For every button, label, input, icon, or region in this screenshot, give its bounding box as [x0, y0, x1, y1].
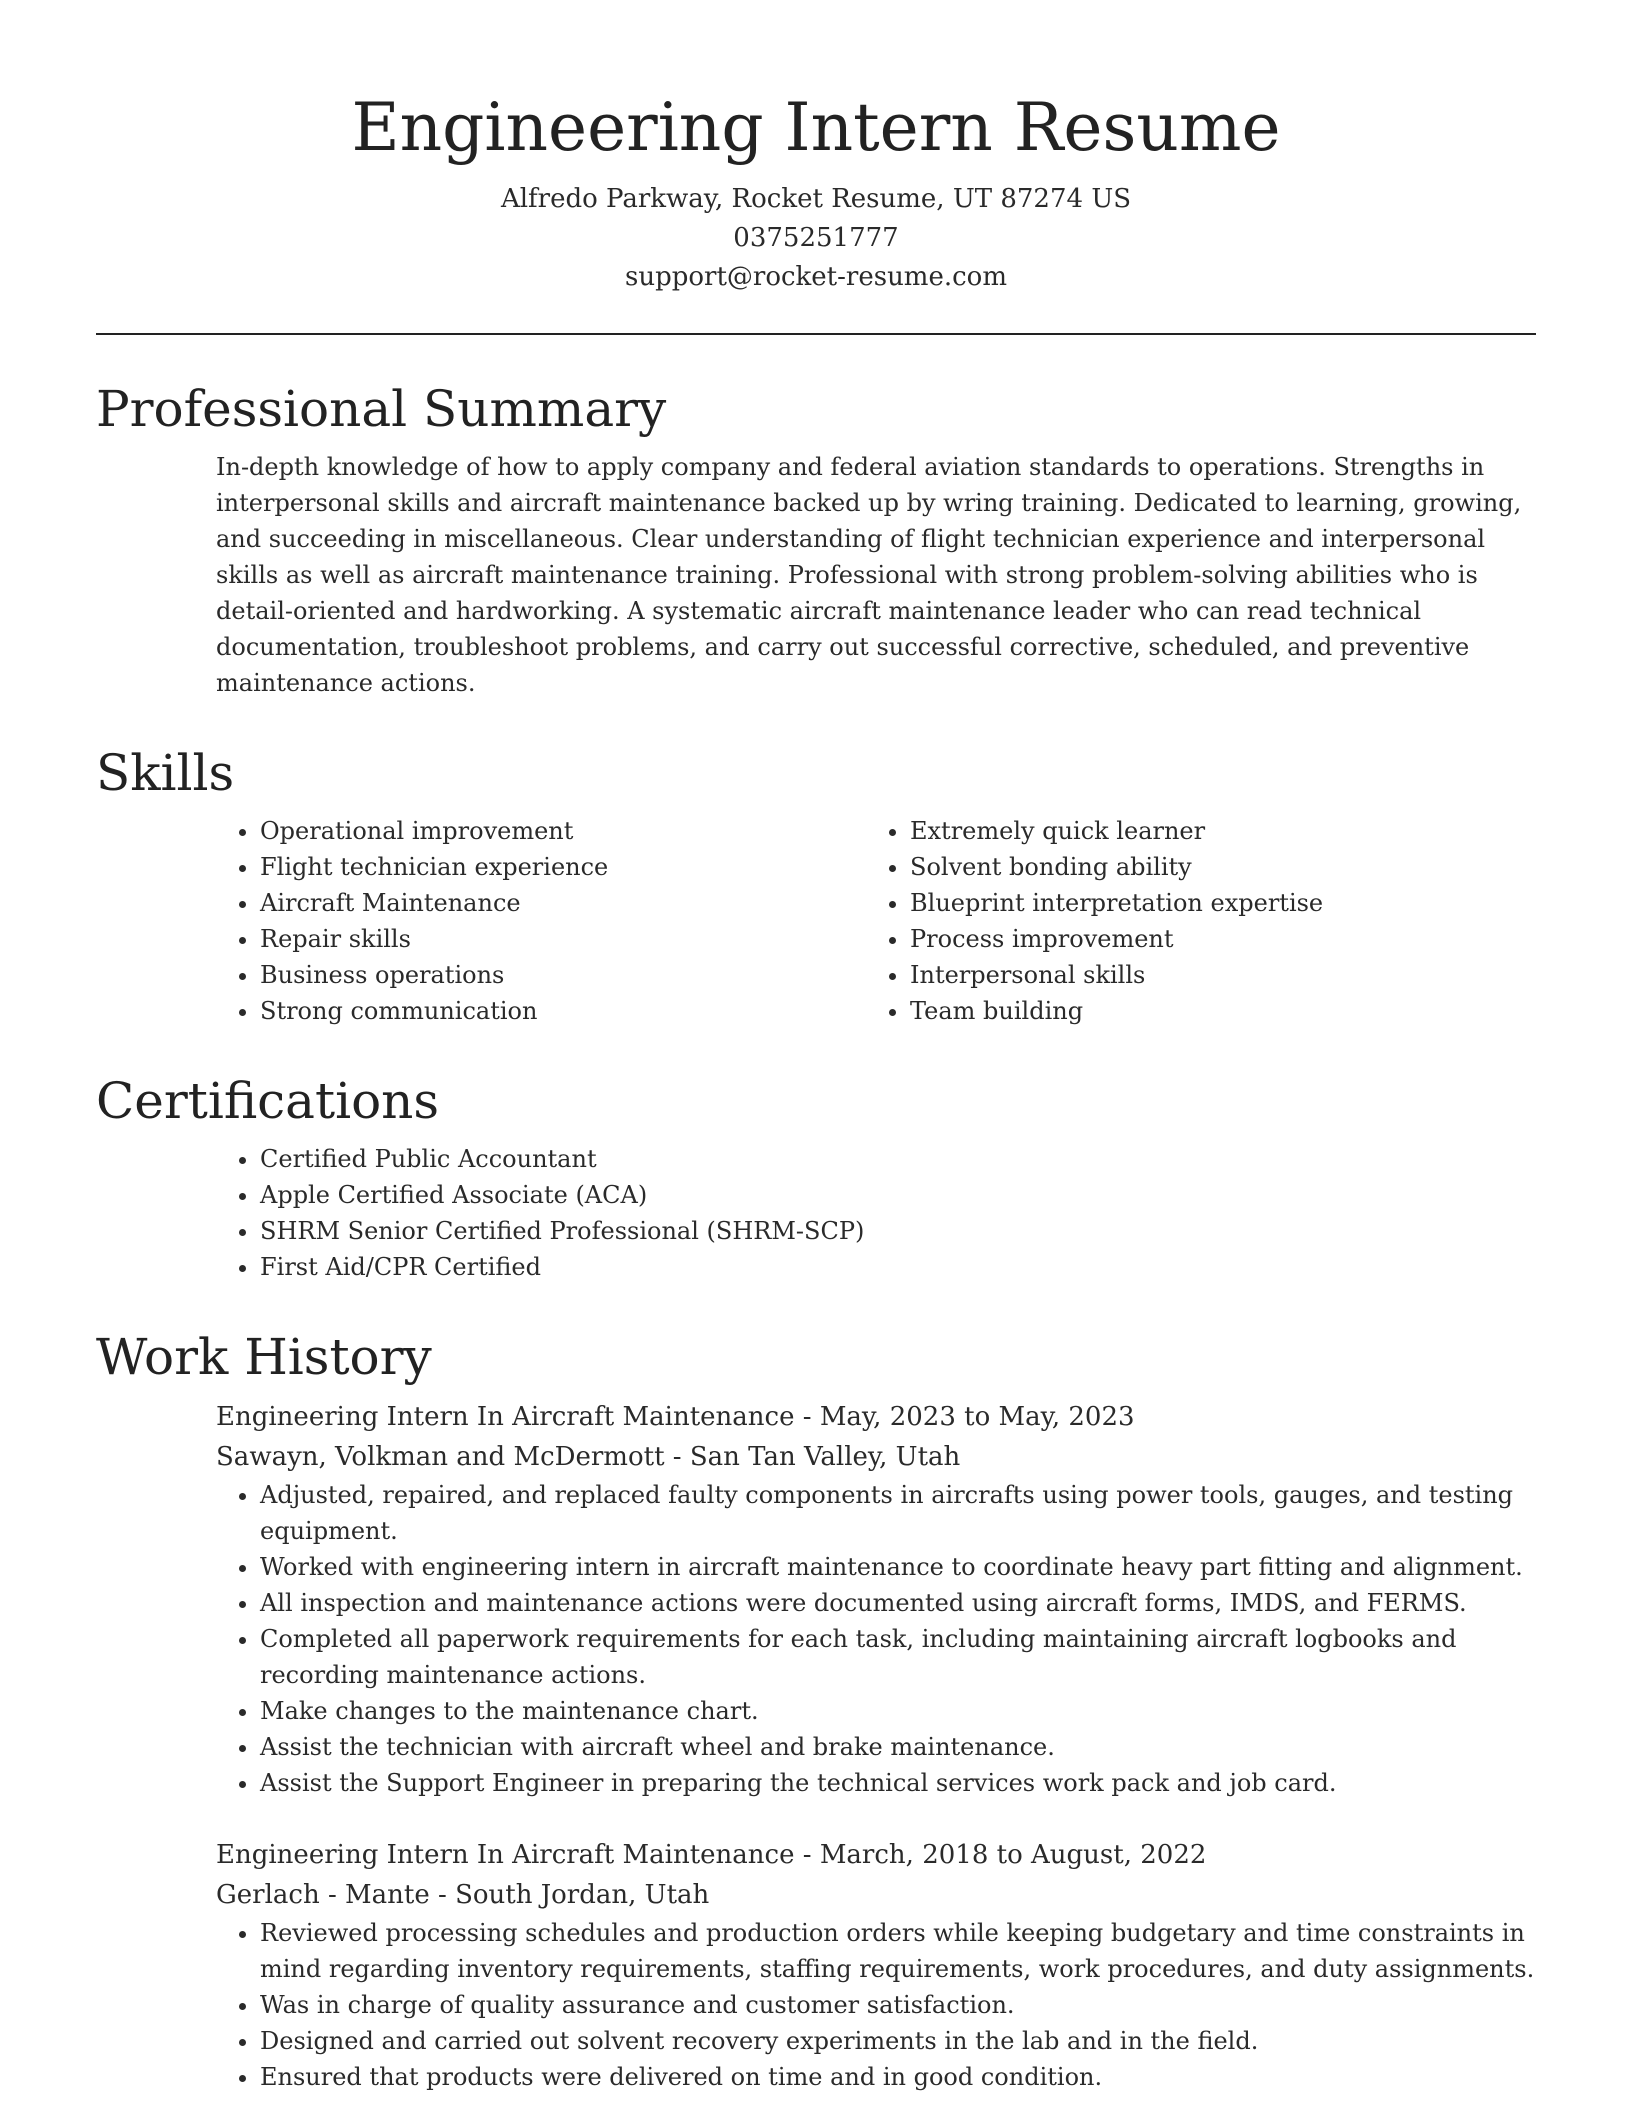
job-company-line: Sawayn, Volkman and McDermott - San Tan Valley, Utah: [216, 1442, 961, 1472]
job-duties: [216, 1915, 1536, 2095]
job-dates: May, 2023 to May, 2023: [819, 1402, 1135, 1432]
resume-title: Engineering Intern Resume: [351, 89, 1281, 166]
job-dates: March, 2018 to August, 2022: [819, 1840, 1207, 1870]
job-location: San Tan Valley, Utah: [689, 1442, 961, 1472]
job-duty: • Ensured that products were delivered on time and in good condition.: [260, 2059, 1536, 2095]
job-title-line: Engineering Intern In Aircraft Maintenance - March, 2018 to August, 2022: [216, 1840, 1207, 1870]
summary-text: In-depth knowledge of how to apply company and federal aviation standards to operations. Strengths in interpersonal skills and aircraft maintenance backed up by wring training. Dedicated to learning, growing, and succeeding in miscellaneous. Clear understanding of flight technician experience and interpersonal skills as well as aircraft maintenance training. Professional with strong problem-solving abilities who is detail-oriented and hardworking. A systematic aircraft maintenance leader who can read technical documentation, troubleshoot problems, and carry out successful corrective, scheduled, and preventive maintenance actions.: [216, 453, 1522, 697]
contact-block: [96, 180, 1536, 297]
skill-item: • Team building: [910, 993, 1516, 1029]
skill-item: • Process improvement: [910, 921, 1516, 957]
job-duty: • Was in charge of quality assurance and customer satisfaction.: [260, 1987, 1536, 2023]
skill-item: • Operational improvement: [260, 813, 866, 849]
skill-item: • Blueprint interpretation expertise: [910, 885, 1516, 921]
job-entry: [216, 1835, 1536, 2095]
skill-item: • Extremely quick learner: [910, 813, 1516, 849]
job-location: South Jordan, Utah: [455, 1880, 710, 1910]
skill-item: • Flight technician experience: [260, 849, 866, 885]
job-duty: • Reviewed processing schedules and production orders while keeping budgetary and time constraints in mind regarding inventory requirements, staffing requirements, work procedures, and duty assignments.: [260, 1915, 1536, 1987]
address: Alfredo Parkway, Rocket Resume, UT 87274 US: [500, 184, 1132, 214]
job-role: Engineering Intern In Aircraft Maintenance: [216, 1402, 795, 1432]
section-professional-summary: [96, 377, 1536, 701]
job-duty: • Completed all paperwork requirements for each task, including maintaining aircraft logbooks and recording maintenance actions.: [260, 1621, 1536, 1693]
skills-column-right: [866, 813, 1516, 1029]
job-title-line: Engineering Intern In Aircraft Maintenance - May, 2023 to May, 2023: [216, 1402, 1135, 1432]
skill-item: • Aircraft Maintenance: [260, 885, 866, 921]
job-duty: • Designed and carried out solvent recovery experiments in the lab and in the field.: [260, 2023, 1536, 2059]
job-duties: [216, 1477, 1536, 1801]
job-role: Engineering Intern In Aircraft Maintenance: [216, 1840, 795, 1870]
skill-item: • Business operations: [260, 957, 866, 993]
job-company-line: Gerlach - Mante - South Jordan, Utah: [216, 1880, 710, 1910]
skill-item: • Strong communication: [260, 993, 866, 1029]
job-duty: • Make changes to the maintenance chart.: [260, 1693, 1536, 1729]
job-duty: • Assist the Support Engineer in preparing the technical services work pack and job card.: [260, 1765, 1536, 1801]
certification-list: [216, 1141, 1536, 1285]
section-work-history: [96, 1325, 1536, 2095]
certification-item: • Certified Public Accountant: [260, 1141, 1536, 1177]
section-certifications: [96, 1069, 1536, 1285]
skill-item: • Interpersonal skills: [910, 957, 1516, 993]
skill-item: • Repair skills: [260, 921, 866, 957]
job-duty: • Adjusted, repaired, and replaced faulty components in aircrafts using power tools, gauges, and testing equipment.: [260, 1477, 1536, 1549]
skill-item: • Solvent bonding ability: [910, 849, 1516, 885]
section-skills: [96, 741, 1536, 1029]
job-duty: • Worked with engineering intern in aircraft maintenance to coordinate heavy part fitting and alignment.: [260, 1549, 1536, 1585]
skills-grid: [216, 813, 1536, 1029]
resume-header: [96, 0, 1536, 297]
section-title-certifications: Certifications: [96, 1072, 440, 1130]
email-address: support@rocket-resume.com: [624, 262, 1007, 292]
certification-item: • Apple Certified Associate (ACA): [260, 1177, 1536, 1213]
job-company: Gerlach - Mante: [216, 1880, 430, 1910]
certification-item: • First Aid/CPR Certified: [260, 1249, 1536, 1285]
certification-item: • SHRM Senior Certified Professional (SHRM-SCP): [260, 1213, 1536, 1249]
job-entry: [216, 1397, 1536, 1801]
job-company: Sawayn, Volkman and McDermott: [216, 1442, 665, 1472]
resume-page: [96, 0, 1536, 2095]
section-title-summary: Professional Summary: [96, 380, 667, 438]
section-title-skills: Skills: [96, 744, 235, 802]
job-duty: • Assist the technician with aircraft wheel and brake maintenance.: [260, 1729, 1536, 1765]
job-duty: • All inspection and maintenance actions were documented using aircraft forms, IMDS, and FERMS.: [260, 1585, 1536, 1621]
section-title-work-history: Work History: [96, 1328, 432, 1386]
header-divider: [96, 333, 1536, 335]
phone-number: 0375251777: [733, 223, 899, 253]
skills-column-left: [216, 813, 866, 1029]
